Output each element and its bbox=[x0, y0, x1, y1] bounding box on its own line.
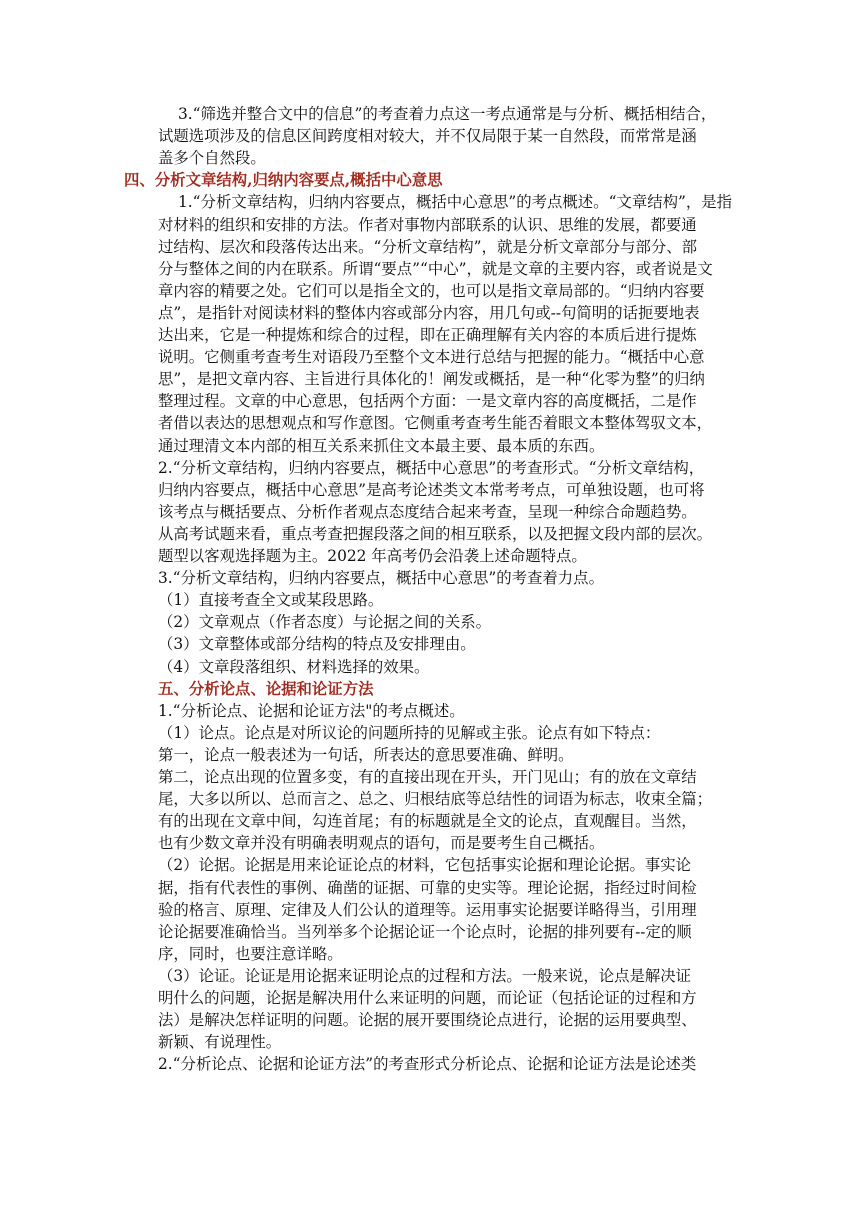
text-line: 也有少数文章并没有明确表明观点的语句，而是要考生自己概括。 bbox=[158, 834, 605, 853]
text-line: （1）论点。论点是对所议论的问题所持的见解或主张。论点有如下特点： bbox=[158, 723, 661, 742]
text-line: 2.“分析论点、论据和论证方法”的考查形式分析论点、论据和论证方法是论述类 bbox=[158, 1055, 697, 1074]
text-line: （2）论据。论据是用来论证论点的材料，它包括事实论据和理论论据。事实论 bbox=[158, 856, 692, 875]
text-line: （1）直接考查全文或某段思路。 bbox=[158, 591, 384, 610]
text-line: 分与整体之间的内在联系。所谓“要点”“中心”，就是文章的主要内容，或者说是文 bbox=[158, 259, 713, 278]
text-line: 思”，是把文章内容、主旨进行具体化的！阐发或概括，是一种“化零为整”的归纳 bbox=[158, 370, 705, 389]
text-line: 尾，大多以所以、总而言之、总之、归根结底等总结性的词语为标志，收束全篇； bbox=[158, 790, 713, 809]
text-line: 据，指有代表性的事例、确凿的证据、可靠的史实等。理论论据，指经过时间检 bbox=[158, 878, 697, 897]
text-line: 3.“分析文章结构，归纳内容要点，概括中心意思”的考查着力点。 bbox=[158, 569, 604, 588]
text-line: 章内容的精要之处。它们可以是指全文的，也可以是指文章局部的。“归纳内容要 bbox=[158, 281, 705, 300]
text-line: 明什么的问题，论据是解决用什么来证明的问题，而论证（包括论证的过程和方 bbox=[158, 989, 697, 1007]
text-line: 论论据要准确恰当。当列举多个论据论证一个论点时，论据的排列要有--定的顺 bbox=[158, 922, 692, 941]
text-line: 归纳内容要点，概括中心意思”是高考论述类文本常考考点，可单独设题，也可将 bbox=[158, 480, 705, 499]
text-line: 新颖、有说理性。 bbox=[158, 1033, 282, 1052]
text-line: （3）论证。论证是用论据来证明论点的过程和方法。一般来说，论点是解决证 bbox=[158, 966, 692, 985]
section-heading: 五、分析论点、论据和论证方法 bbox=[158, 679, 374, 698]
text-line: 达出来，它是一种提炼和综合的过程，即在正确理解有关内容的本质后进行提炼 bbox=[158, 326, 697, 344]
text-line: 试题选项涉及的信息区间跨度相对较大，并不仅局限于某一自然段，而常常是涵 bbox=[158, 127, 697, 146]
text-line: 3.“筛选并整合文中的信息”的考查着力点这一考点通常是与分析、概括相结合， bbox=[178, 105, 717, 123]
text-line: 该考点与概括要点、分析作者观点态度结合起来考查，呈现一种综合命题趋势。 bbox=[158, 502, 697, 521]
text-line: 1.“分析论点、论据和论证方法"的考点概述。 bbox=[158, 701, 465, 720]
text-line: 第二，论点出现的位置多变，有的直接出现在开头，开门见山；有的放在文章结 bbox=[158, 768, 697, 786]
text-line: 有的出现在文章中间，勾连首尾；有的标题就是全文的论点，直观醒目。当然， bbox=[158, 812, 697, 831]
text-line: 序，同时，也要注意详略。 bbox=[158, 944, 343, 963]
text-line: （3）文章整体或部分结构的特点及安排理由。 bbox=[158, 635, 476, 654]
text-line: （4）文章段落组织、材料选择的效果。 bbox=[158, 657, 430, 676]
text-line: 1.“分析文章结构，归纳内容要点，概括中心意思”的考点概述。“文章结构”，是指 bbox=[178, 193, 733, 212]
text-line: 题型以客观选择题为主。2022 年高考仍会沿袭上述命题特点。 bbox=[158, 547, 587, 565]
text-line: 验的格言、原理、定律及人们公认的道理等。运用事实论据要详略得当，引用理 bbox=[158, 900, 697, 919]
text-line: 第一，论点一般表述为一句话，所表达的意思要准确、鲜明。 bbox=[158, 745, 574, 764]
text-line: 法）是解决怎样证明的问题。论据的展开要围绕论点进行，论据的运用要典型、 bbox=[158, 1011, 697, 1030]
text-line: 从高考试题来看，重点考查把握段落之间的相互联系，以及把握文段内部的层次。 bbox=[158, 524, 713, 543]
text-line: 过结构、层次和段落传达出来。“分析文章结构”，就是分析文章部分与部分、部 bbox=[158, 237, 698, 256]
text-line: 盖多个自然段。 bbox=[158, 149, 266, 168]
text-line: 2.“分析文章结构，归纳内容要点，概括中心意思”的考查形式。“分析文章结构， bbox=[158, 458, 705, 477]
text-line: 整理过程。文章的中心意思，包括两个方面：一是文章内容的高度概括，二是作 bbox=[158, 392, 697, 411]
text-line: 点”，是指针对阅读材料的整体内容或部分内容，用几句或--句简明的话扼要地表 bbox=[158, 303, 700, 322]
text-line: （2）文章观点（作者态度）与论据之间的关系。 bbox=[158, 613, 491, 632]
section-heading: 四、分析文章结构,归纳内容要点,概括中心意思 bbox=[124, 171, 443, 190]
text-line: 者借以表达的思想观点和写作意图。它侧重考查考生能否着眼文本整体驾驭文本， bbox=[158, 414, 713, 433]
text-line: 说明。它侧重考查考生对语段乃至整个文本进行总结与把握的能力。“概括中心意 bbox=[158, 348, 705, 367]
text-line: 对材料的组织和安排的方法。作者对事物内部联系的认识、思维的发展，都要通 bbox=[158, 215, 697, 234]
text-line: 通过理清文本内部的相互关系来抓住文本最主要、最本质的东西。 bbox=[158, 436, 605, 455]
